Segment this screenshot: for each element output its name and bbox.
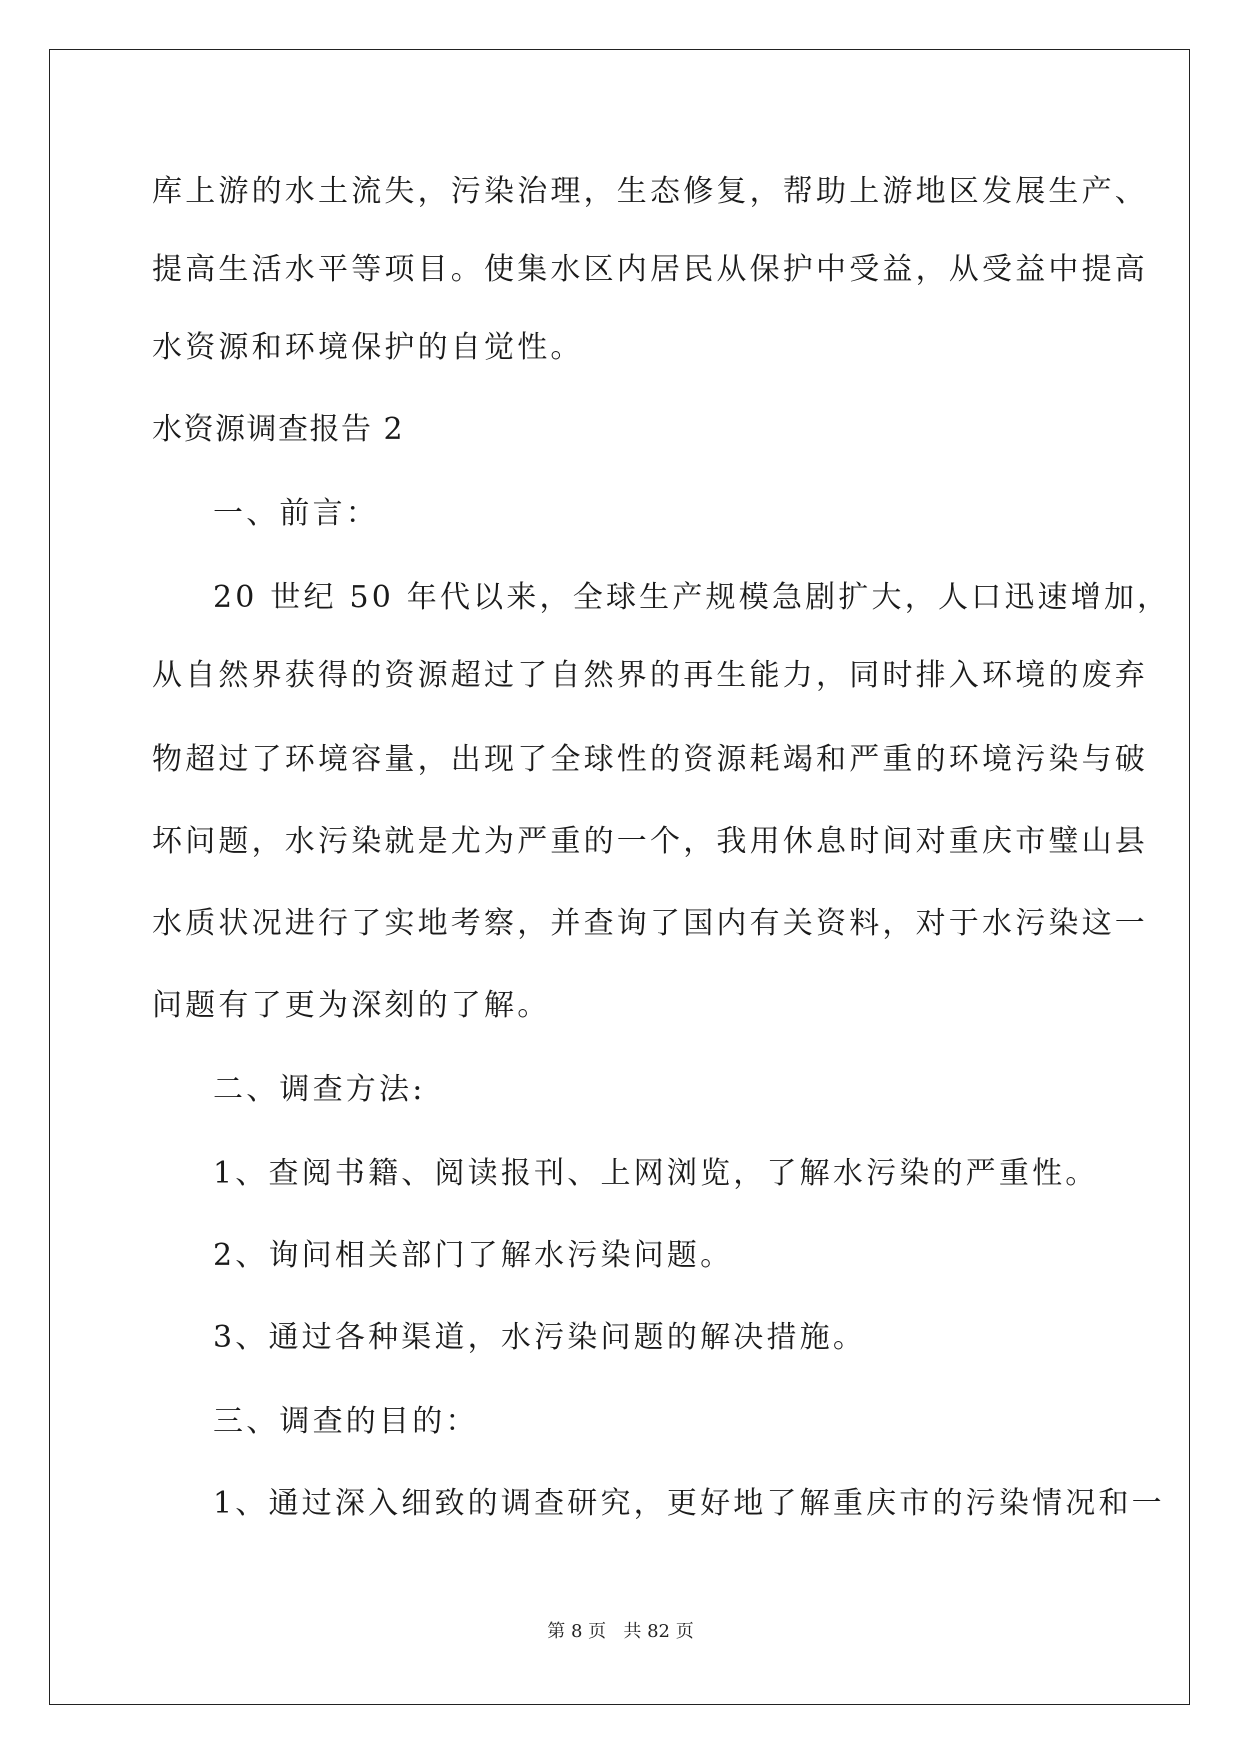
section-heading: 二、调查方法: <box>213 1072 426 1107</box>
list-item: 2、询问相关部门了解水污染问题。 <box>213 1238 734 1273</box>
list-item: 1、查阅书籍、阅读报刊、上网浏览，了解水污染的严重性。 <box>213 1156 1099 1191</box>
paragraph-line: 问题有了更为深刻的了解。 <box>152 988 551 1023</box>
section-heading: 一、前言： <box>213 496 379 531</box>
section-heading: 三、调查的目的： <box>213 1404 479 1439</box>
paragraph-line: 水质状况进行了实地考察，并查询了国内有关资料，对于水污染这一 <box>152 906 1148 941</box>
paragraph-line: 水资源和环境保护的自觉性。 <box>152 330 584 365</box>
paragraph-line: 20 世纪 50 年代以来，全球生产规模急剧扩大，人口迅速增加， <box>213 580 1171 615</box>
section-title: 水资源调查报告 2 <box>152 412 405 447</box>
page-number-footer: 第 8 页 共 82 页 <box>547 1621 694 1642</box>
list-item: 3、通过各种渠道，水污染问题的解决措施。 <box>213 1320 867 1355</box>
paragraph-line: 库上游的水土流失，污染治理，生态修复，帮助上游地区发展生产、 <box>152 174 1148 209</box>
paragraph-line: 从自然界获得的资源超过了自然界的再生能力，同时排入环境的废弃 <box>152 658 1148 693</box>
list-item: 1、通过深入细致的调查研究，更好地了解重庆市的污染情况和一 <box>213 1486 1165 1521</box>
paragraph-line: 坏问题，水污染就是尤为严重的一个，我用休息时间对重庆市璧山县 <box>152 824 1148 859</box>
paragraph-line: 提高生活水平等项目。使集水区内居民从保护中受益，从受益中提高 <box>152 252 1148 287</box>
page-border <box>49 49 1190 1705</box>
paragraph-line: 物超过了环境容量，出现了全球性的资源耗竭和严重的环境污染与破 <box>152 742 1148 777</box>
